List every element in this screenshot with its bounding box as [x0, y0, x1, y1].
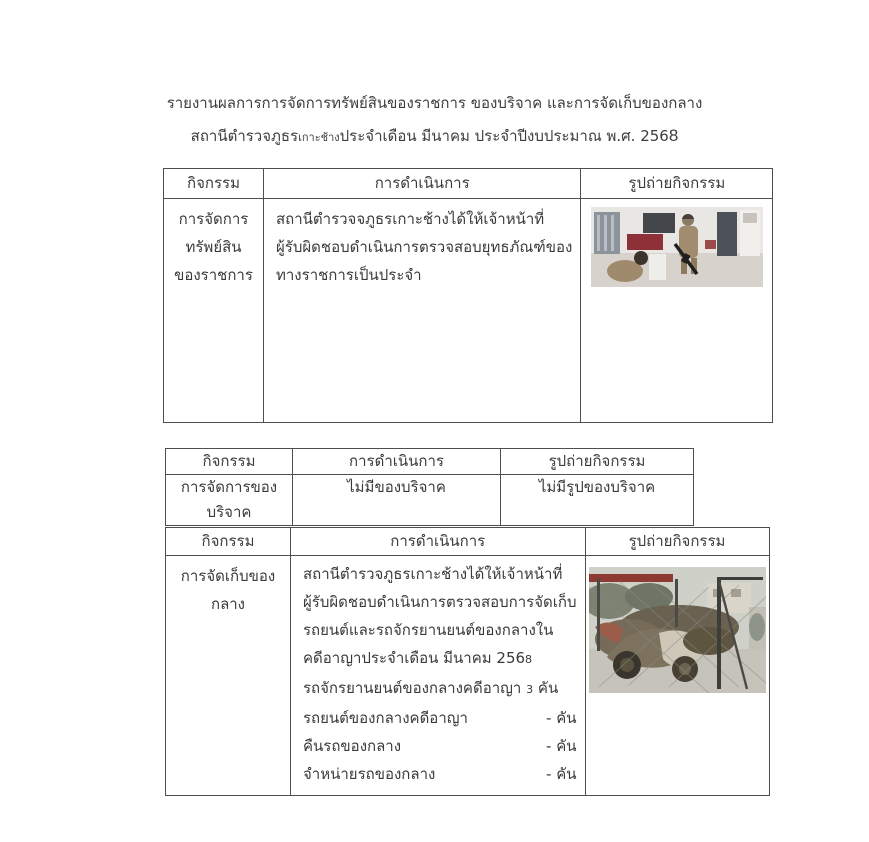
- table2-header-operation: การดำเนินการ: [293, 449, 501, 475]
- table1-header-operation: การดำเนินการ: [264, 169, 581, 199]
- table3-photo-cell: [585, 556, 769, 796]
- operation-text-line: ผู้รับผิดชอบดำเนินการตรวจสอบการจัดเก็บ: [303, 593, 577, 611]
- operation-text-line: รถยนต์และรถจักรยานยนต์ของกลางใน: [303, 621, 554, 639]
- table2-header-activity: กิจกรรม: [166, 449, 293, 475]
- table-seized-property: [165, 527, 770, 796]
- operation-text-line: สถานีตำรวจจภูธรเกาะช้างได้ให้เจ้าหน้าที่: [276, 210, 545, 228]
- stat-vehicles-returned: คืนรถของกลาง - คัน: [303, 732, 577, 760]
- table3-body-row: [166, 556, 770, 796]
- table2-activity-cell: การจัดการของบริจาค: [166, 475, 293, 526]
- table1-activity-cell: [164, 199, 264, 423]
- station-name: เกาะช้าง: [298, 131, 340, 144]
- table3-header-photos: รูปถ่ายกิจกรรม: [585, 528, 769, 556]
- table3-header-row: [166, 528, 770, 556]
- table2-operation-cell: ไม่มีของบริจาค: [293, 475, 501, 526]
- table2-photo-cell: ไม่มีรูปของบริจาค: [501, 475, 694, 526]
- weapons-inspection-photo: [591, 207, 763, 287]
- year-digit: 8: [525, 653, 533, 666]
- table2-header-row: [166, 449, 694, 475]
- stat-cars-seized: รถยนต์ของกลางคดีอาญา - คัน: [303, 704, 577, 732]
- table-government-property: [163, 168, 773, 423]
- table3-operation-cell: [291, 556, 586, 796]
- impounded-motorcycles-photo: [589, 567, 766, 693]
- operation-text-line: ผู้รับผิดชอบดำเนินการตรวจสอบยุทธภัณฑ์ของ: [276, 238, 573, 256]
- report-title-line1: รายงานผลการการจัดการทรัพย์สินของราชการ ของบริจาค และการจัดเก็บของกลาง: [166, 94, 703, 112]
- station-prefix: สถานีตำรวจภูธร: [190, 127, 299, 145]
- stat-value: 3: [526, 683, 534, 696]
- table-donations: [165, 448, 694, 526]
- report-title-line2: [0, 125, 869, 149]
- stat-value: - คัน: [546, 709, 577, 727]
- operation-text-line: สถานีตำรวจภูธรเกาะช้างได้ให้เจ้าหน้าที่: [303, 565, 563, 583]
- operation-text-line: ทางราชการเป็นประจำ: [276, 266, 422, 284]
- table3-activity-cell: [166, 556, 291, 796]
- table1-operation-cell: [264, 199, 581, 423]
- title-year-digit: 8: [668, 126, 679, 145]
- table1-header-row: [164, 169, 773, 199]
- table2-body-row: [166, 475, 694, 526]
- table3-header-activity: กิจกรรม: [166, 528, 291, 556]
- table1-body-row: [164, 199, 773, 423]
- stat-motorcycles-seized: รถจักรยานยนต์ของกลางคดีอาญา 3 คัน: [303, 679, 559, 697]
- activity-label-line2: ของราชการ: [174, 266, 253, 284]
- title-period: ประจำเดือน มีนาคม ประจำปีงบประมาณ พ.ศ. 256: [339, 127, 669, 145]
- operation-text-line: คดีอาญาประจำเดือน มีนาคม 2568: [303, 649, 533, 667]
- table1-photo-cell: [581, 199, 773, 423]
- stat-value: - คัน: [546, 737, 577, 755]
- activity-label-line1: การจัดการทรัพย์สิน: [178, 210, 249, 256]
- table1-header-photos: รูปถ่ายกิจกรรม: [581, 169, 773, 199]
- activity-label: การจัดเก็บของกลาง: [180, 567, 276, 613]
- table3-header-operation: การดำเนินการ: [291, 528, 586, 556]
- table2-header-photos: รูปถ่ายกิจกรรม: [501, 449, 694, 475]
- stat-value: - คัน: [546, 765, 577, 783]
- table1-header-activity: กิจกรรม: [164, 169, 264, 199]
- stat-vehicles-disposed: จำหน่ายรถของกลาง - คัน: [303, 760, 577, 788]
